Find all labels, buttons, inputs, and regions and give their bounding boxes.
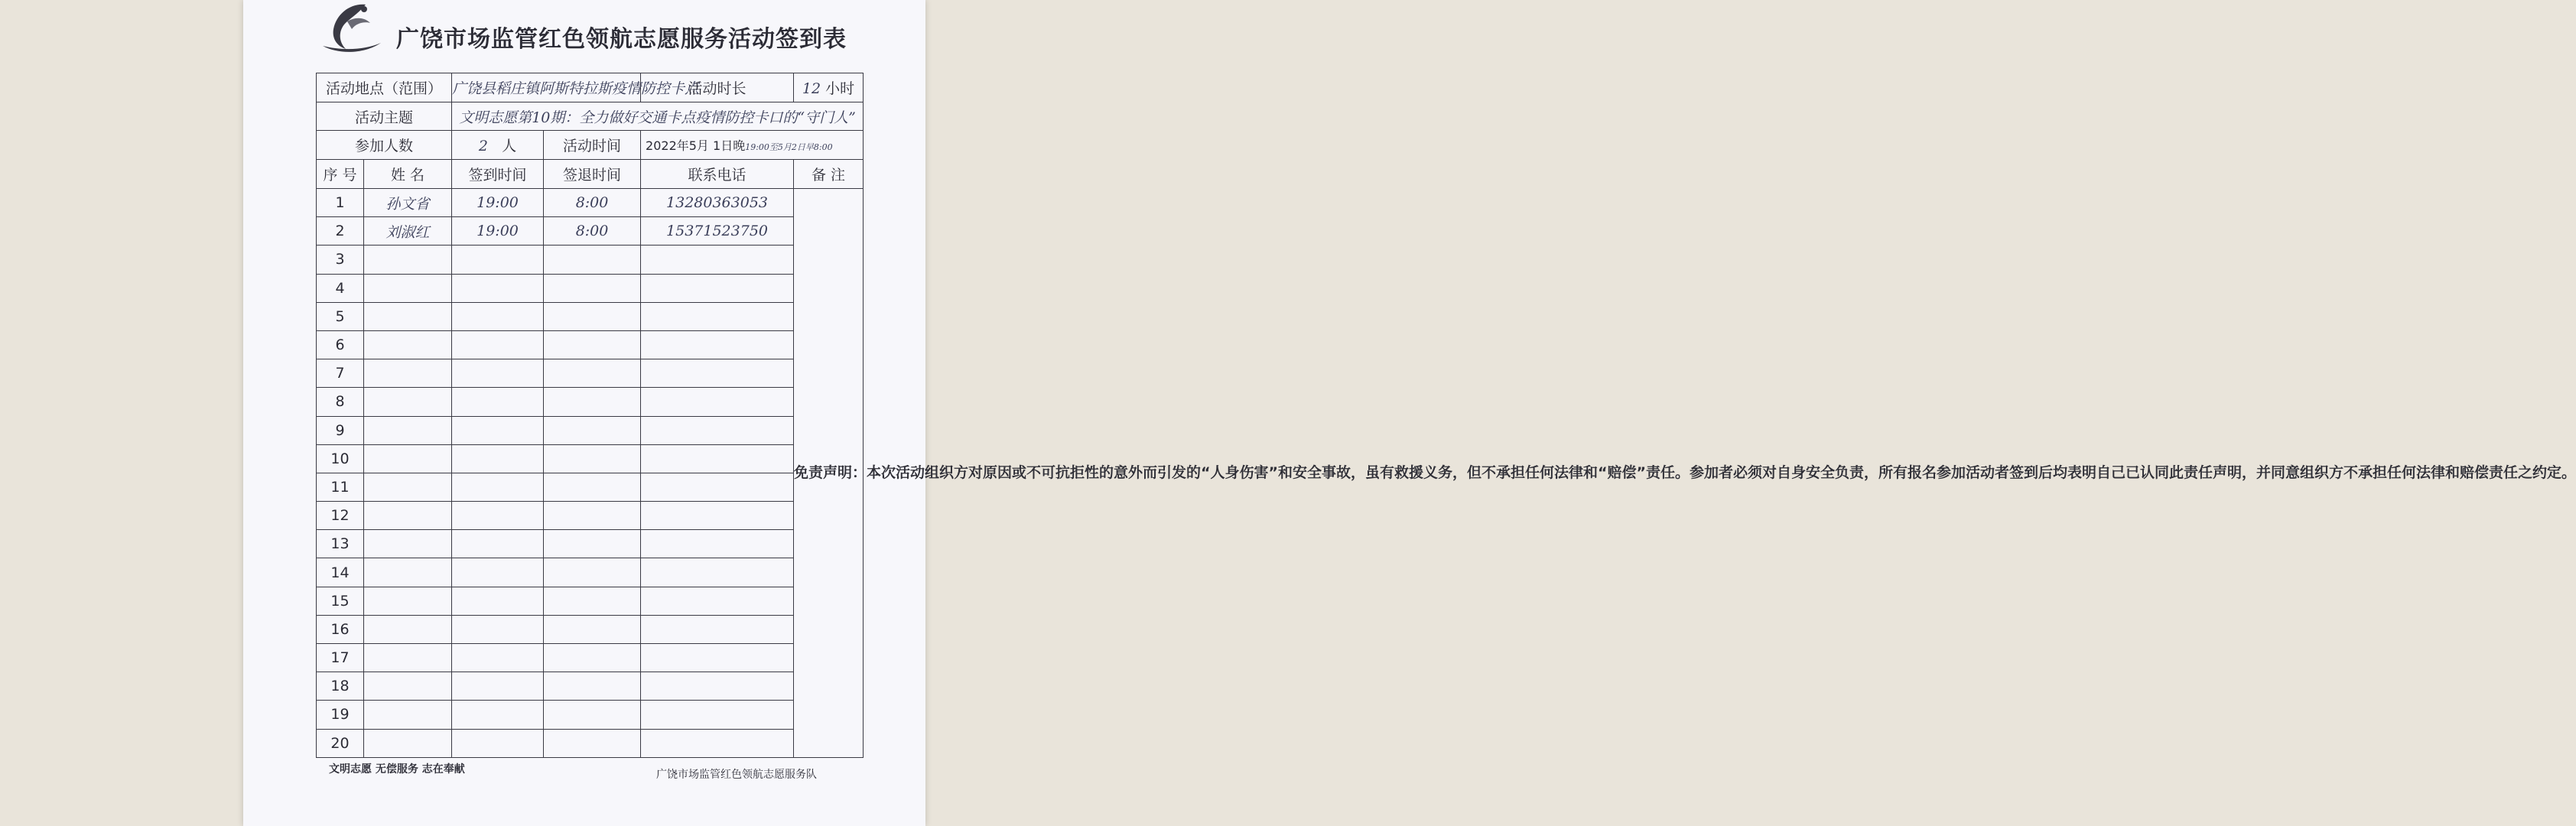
table-row xyxy=(317,701,864,729)
checkin-cell[interactable] xyxy=(452,558,544,587)
location-label: 活动地点（范围） xyxy=(317,73,452,102)
name-cell[interactable] xyxy=(364,388,452,416)
table-row xyxy=(317,246,864,274)
checkin-cell[interactable] xyxy=(452,530,544,558)
table-row xyxy=(317,330,864,359)
phone-cell[interactable] xyxy=(641,530,794,558)
checkout-cell[interactable] xyxy=(544,644,641,672)
checkout-cell[interactable] xyxy=(544,246,641,274)
name-cell[interactable] xyxy=(364,615,452,643)
people-unit: 人 xyxy=(502,138,517,154)
col-checkout-header: 签退时间 xyxy=(544,160,641,189)
phone-cell[interactable] xyxy=(641,359,794,388)
checkin-cell[interactable] xyxy=(452,416,544,444)
row-number: 2 xyxy=(317,217,364,246)
table-row xyxy=(317,274,864,302)
row-number: 10 xyxy=(317,444,364,473)
name-cell[interactable]: 刘淑红 xyxy=(364,217,452,246)
name-cell[interactable] xyxy=(364,672,452,701)
theme-label: 活动主题 xyxy=(317,102,452,131)
checkin-cell[interactable] xyxy=(452,672,544,701)
row-number: 6 xyxy=(317,330,364,359)
checkin-cell[interactable] xyxy=(452,302,544,330)
checkout-cell[interactable] xyxy=(544,473,641,501)
row-number: 8 xyxy=(317,388,364,416)
row-number: 17 xyxy=(317,644,364,672)
activity-time-cell[interactable] xyxy=(641,131,864,160)
name-cell[interactable] xyxy=(364,330,452,359)
remarks-header: 备 注 xyxy=(794,160,864,189)
phone-cell[interactable]: 13280363053 xyxy=(641,189,794,217)
participants-label: 参加人数 xyxy=(317,131,452,160)
checkout-cell[interactable] xyxy=(544,359,641,388)
checkin-cell[interactable] xyxy=(452,330,544,359)
table-row xyxy=(317,359,864,388)
name-cell[interactable] xyxy=(364,274,452,302)
phone-cell[interactable] xyxy=(641,330,794,359)
name-cell[interactable] xyxy=(364,644,452,672)
table-row xyxy=(317,558,864,587)
table-row xyxy=(317,672,864,701)
col-checkin-header: 签到时间 xyxy=(452,160,544,189)
phone-cell[interactable] xyxy=(641,416,794,444)
col-phone-header: 联系电话 xyxy=(641,160,794,189)
name-cell[interactable] xyxy=(364,359,452,388)
checkout-cell[interactable] xyxy=(544,672,641,701)
table-row xyxy=(317,729,864,757)
phone-cell[interactable] xyxy=(641,587,794,615)
phone-cell[interactable] xyxy=(641,701,794,729)
checkin-cell[interactable]: 19:00 xyxy=(452,189,544,217)
duration-label: 活动时长 xyxy=(641,73,794,102)
phone-cell[interactable] xyxy=(641,388,794,416)
phone-cell[interactable] xyxy=(641,558,794,587)
table-row xyxy=(317,615,864,643)
checkout-cell[interactable] xyxy=(544,416,641,444)
row-number: 19 xyxy=(317,701,364,729)
row-number: 11 xyxy=(317,473,364,501)
disclaimer-text: 免责声明：本次活动组织方对原因或不可抗拒性的意外而引发的“人身伤害”和安全事故，虽有救援义务，但不承担任何法律和“赔偿”责任。参加者必须对自身安全负责，所有报名参加活动者签到后均表明自己已认同此责任声明，并同意组织方不承担任何法律和赔偿责任之约定。 xyxy=(794,189,864,758)
checkin-cell[interactable] xyxy=(452,701,544,729)
table-row xyxy=(317,587,864,615)
location-value[interactable]: 广饶县稻庄镇阿斯特拉斯疫情防控卡点 xyxy=(452,73,641,102)
col-no-header: 序 号 xyxy=(317,160,364,189)
checkout-cell[interactable] xyxy=(544,330,641,359)
location-row xyxy=(317,73,864,102)
name-cell[interactable] xyxy=(364,246,452,274)
checkout-cell[interactable] xyxy=(544,274,641,302)
name-cell[interactable] xyxy=(364,302,452,330)
sign-in-table xyxy=(316,73,2576,758)
checkin-cell[interactable] xyxy=(452,502,544,530)
checkout-cell[interactable]: 8:00 xyxy=(544,217,641,246)
table-row xyxy=(317,388,864,416)
phone-cell[interactable] xyxy=(641,302,794,330)
checkout-cell[interactable] xyxy=(544,615,641,643)
phone-cell[interactable] xyxy=(641,274,794,302)
row-number: 12 xyxy=(317,502,364,530)
row-number: 16 xyxy=(317,615,364,643)
table-row xyxy=(317,302,864,330)
name-cell[interactable] xyxy=(364,502,452,530)
activity-time-label: 活动时间 xyxy=(544,131,641,160)
activity-time-hand: 19:00至5月2日早8:00 xyxy=(745,142,833,152)
checkout-cell[interactable] xyxy=(544,558,641,587)
sign-in-sheet xyxy=(243,0,2576,826)
footer-team: 广饶市场监管红色领航志愿服务队 xyxy=(656,769,817,781)
checkout-cell[interactable] xyxy=(544,701,641,729)
table-row xyxy=(317,502,864,530)
phone-cell[interactable] xyxy=(641,473,794,501)
form-title: 广饶市场监管红色领航志愿服务活动签到表 xyxy=(396,26,847,53)
name-cell[interactable] xyxy=(364,729,452,757)
table-row xyxy=(317,530,864,558)
hours-unit: 小时 xyxy=(825,80,855,97)
table-row xyxy=(317,416,864,444)
name-cell[interactable] xyxy=(364,587,452,615)
checkin-cell[interactable] xyxy=(452,587,544,615)
phone-cell[interactable]: 15371523750 xyxy=(641,217,794,246)
name-cell[interactable] xyxy=(364,701,452,729)
table-row xyxy=(317,473,864,501)
participants-cell[interactable] xyxy=(452,131,544,160)
row-number: 4 xyxy=(317,274,364,302)
row-number: 5 xyxy=(317,302,364,330)
table-row xyxy=(317,444,864,473)
checkout-cell[interactable] xyxy=(544,729,641,757)
phone-cell[interactable] xyxy=(641,644,794,672)
checkin-cell[interactable] xyxy=(452,473,544,501)
row-number: 18 xyxy=(317,672,364,701)
checkout-cell[interactable] xyxy=(544,444,641,473)
col-name-header: 姓 名 xyxy=(364,160,452,189)
name-cell[interactable]: 孙文省 xyxy=(364,189,452,217)
column-header-row xyxy=(317,160,864,189)
duration-cell[interactable] xyxy=(794,73,864,102)
checkin-cell[interactable] xyxy=(452,444,544,473)
row-number: 14 xyxy=(317,558,364,587)
checkout-cell[interactable] xyxy=(544,302,641,330)
row-number: 9 xyxy=(317,416,364,444)
table-row xyxy=(317,644,864,672)
name-cell[interactable] xyxy=(364,473,452,501)
name-cell[interactable] xyxy=(364,530,452,558)
row-number: 3 xyxy=(317,246,364,274)
row-number: 13 xyxy=(317,530,364,558)
theme-row xyxy=(317,102,864,131)
table-row xyxy=(317,189,864,217)
phone-cell[interactable] xyxy=(641,444,794,473)
checkin-cell[interactable] xyxy=(452,274,544,302)
name-cell[interactable] xyxy=(364,444,452,473)
checkin-cell[interactable] xyxy=(452,644,544,672)
checkin-cell[interactable] xyxy=(452,615,544,643)
table-row xyxy=(317,217,864,246)
checkout-cell[interactable] xyxy=(544,587,641,615)
name-cell[interactable] xyxy=(364,416,452,444)
checkout-cell[interactable] xyxy=(544,502,641,530)
checkout-cell[interactable] xyxy=(544,530,641,558)
footer-slogan: 文明志愿 无偿服务 志在奉献 xyxy=(329,763,465,776)
participants-row xyxy=(317,131,864,160)
activity-time-printed: 2022年5月 1日晚 xyxy=(646,138,746,153)
checkin-cell[interactable] xyxy=(452,388,544,416)
checkin-cell[interactable] xyxy=(452,246,544,274)
checkin-cell[interactable]: 19:00 xyxy=(452,217,544,246)
row-number: 1 xyxy=(317,189,364,217)
participants-value: 2 xyxy=(478,138,488,154)
checkout-cell[interactable] xyxy=(544,388,641,416)
phone-cell[interactable] xyxy=(641,502,794,530)
duration-value: 12 xyxy=(802,80,821,97)
phone-cell[interactable] xyxy=(641,672,794,701)
theme-value[interactable]: 文明志愿第10期：全力做好交通卡点疫情防控卡口的“守门人” xyxy=(452,102,864,131)
checkin-cell[interactable] xyxy=(452,359,544,388)
row-number: 20 xyxy=(317,729,364,757)
checkin-cell[interactable] xyxy=(452,729,544,757)
row-number: 7 xyxy=(317,359,364,388)
row-number: 15 xyxy=(317,587,364,615)
swallow-logo-icon xyxy=(320,0,382,55)
name-cell[interactable] xyxy=(364,558,452,587)
checkout-cell[interactable]: 8:00 xyxy=(544,189,641,217)
phone-cell[interactable] xyxy=(641,729,794,757)
phone-cell[interactable] xyxy=(641,246,794,274)
phone-cell[interactable] xyxy=(641,615,794,643)
